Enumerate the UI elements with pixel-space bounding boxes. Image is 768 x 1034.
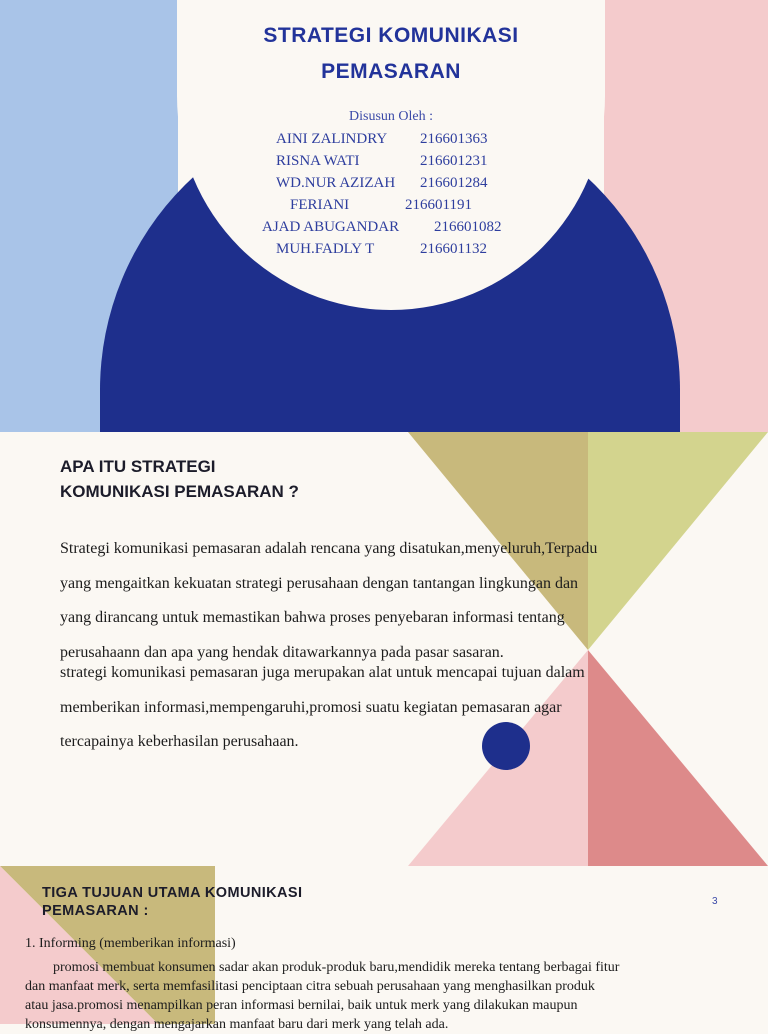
section-heading bbox=[42, 884, 442, 920]
author-row bbox=[276, 131, 387, 148]
paragraph-line: yang mengaitkan kekuatan strategi perusahaan dengan tantangan lingkungan dan bbox=[60, 574, 579, 592]
author-row bbox=[290, 197, 349, 214]
section-heading bbox=[60, 454, 420, 504]
byline: Disusun Oleh : bbox=[349, 109, 433, 124]
author-id: 216601132 bbox=[420, 241, 487, 257]
list-item-informing: 1. Informing (memberikan informasi) bbox=[25, 936, 236, 951]
paragraph-line: yang dirancang untuk memastikan bahwa proses penyebaran informasi tentang bbox=[60, 609, 565, 626]
author-id: 216601284 bbox=[420, 175, 488, 191]
paragraph-line: atau jasa.promosi menampilkan peran informasi bernilai, baik untuk merk yang dilakukan maupun bbox=[25, 998, 578, 1013]
author-id: 216601082 bbox=[434, 219, 502, 235]
definition-slide bbox=[0, 432, 768, 866]
objectives-slide bbox=[0, 866, 768, 1032]
paragraph-line: konsumennya, dengan mengajarkan manfaat baru dari merk yang telah ada. bbox=[25, 1017, 449, 1032]
item-description bbox=[25, 958, 725, 1034]
slide-title-line1: STRATEGI KOMUNIKASI bbox=[263, 24, 519, 47]
author-name: FERIANI bbox=[290, 197, 350, 213]
paragraph-line: tercapainya keberhasilan perusahaan. bbox=[60, 733, 299, 750]
paragraph-line: dan manfaat merk, serta memfasilitasi penciptaan citra sebuah perusahaan yang menghasilkan produk bbox=[25, 979, 595, 994]
definition-paragraph bbox=[60, 532, 740, 760]
author-id: 216601191 bbox=[405, 197, 472, 213]
page-number: 3 bbox=[712, 896, 718, 907]
author-id: 216601231 bbox=[420, 153, 488, 169]
author-id: 216601363 bbox=[420, 131, 488, 147]
section-heading-line1: TIGA TUJUAN UTAMA KOMUNIKASI bbox=[42, 885, 303, 901]
slide-title-line2: PEMASARAN bbox=[321, 60, 461, 83]
author-row bbox=[262, 219, 399, 236]
paragraph-line: Strategi komunikasi pemasaran adalah rencana yang disatukan,menyeluruh,Terpadu bbox=[60, 540, 598, 557]
author-name: AINI ZALINDRY bbox=[276, 131, 388, 147]
author-name: RISNA WATI bbox=[276, 153, 360, 169]
section-heading-line1: APA ITU STRATEGI bbox=[60, 457, 216, 476]
paragraph-line: perusahaann dan apa yang hendak ditawarkannya pada pasar sasaran. bbox=[60, 643, 504, 661]
section-heading-line2: PEMASARAN : bbox=[42, 903, 149, 919]
paragraph-line: memberikan informasi,mempengaruhi,promosi suatu kegiatan pemasaran agar bbox=[60, 698, 562, 716]
paragraph-line: strategi komunikasi pemasaran juga merupakan alat untuk mencapai tujuan dalam bbox=[60, 664, 585, 681]
author-name: AJAD ABUGANDAR bbox=[262, 219, 400, 235]
author-name: WD.NUR AZIZAH bbox=[276, 175, 396, 191]
author-name: MUH.FADLY T bbox=[276, 241, 375, 257]
paragraph-line: promosi membuat konsumen sadar akan produk-produk baru,mendidik mereka tentang berbagai fitur bbox=[25, 960, 620, 975]
author-row bbox=[276, 175, 395, 192]
slide-title bbox=[178, 18, 604, 90]
title-slide bbox=[0, 0, 768, 432]
section-heading-line2: KOMUNIKASI PEMASARAN ? bbox=[60, 482, 299, 501]
author-row bbox=[276, 153, 359, 170]
author-row bbox=[276, 241, 374, 258]
